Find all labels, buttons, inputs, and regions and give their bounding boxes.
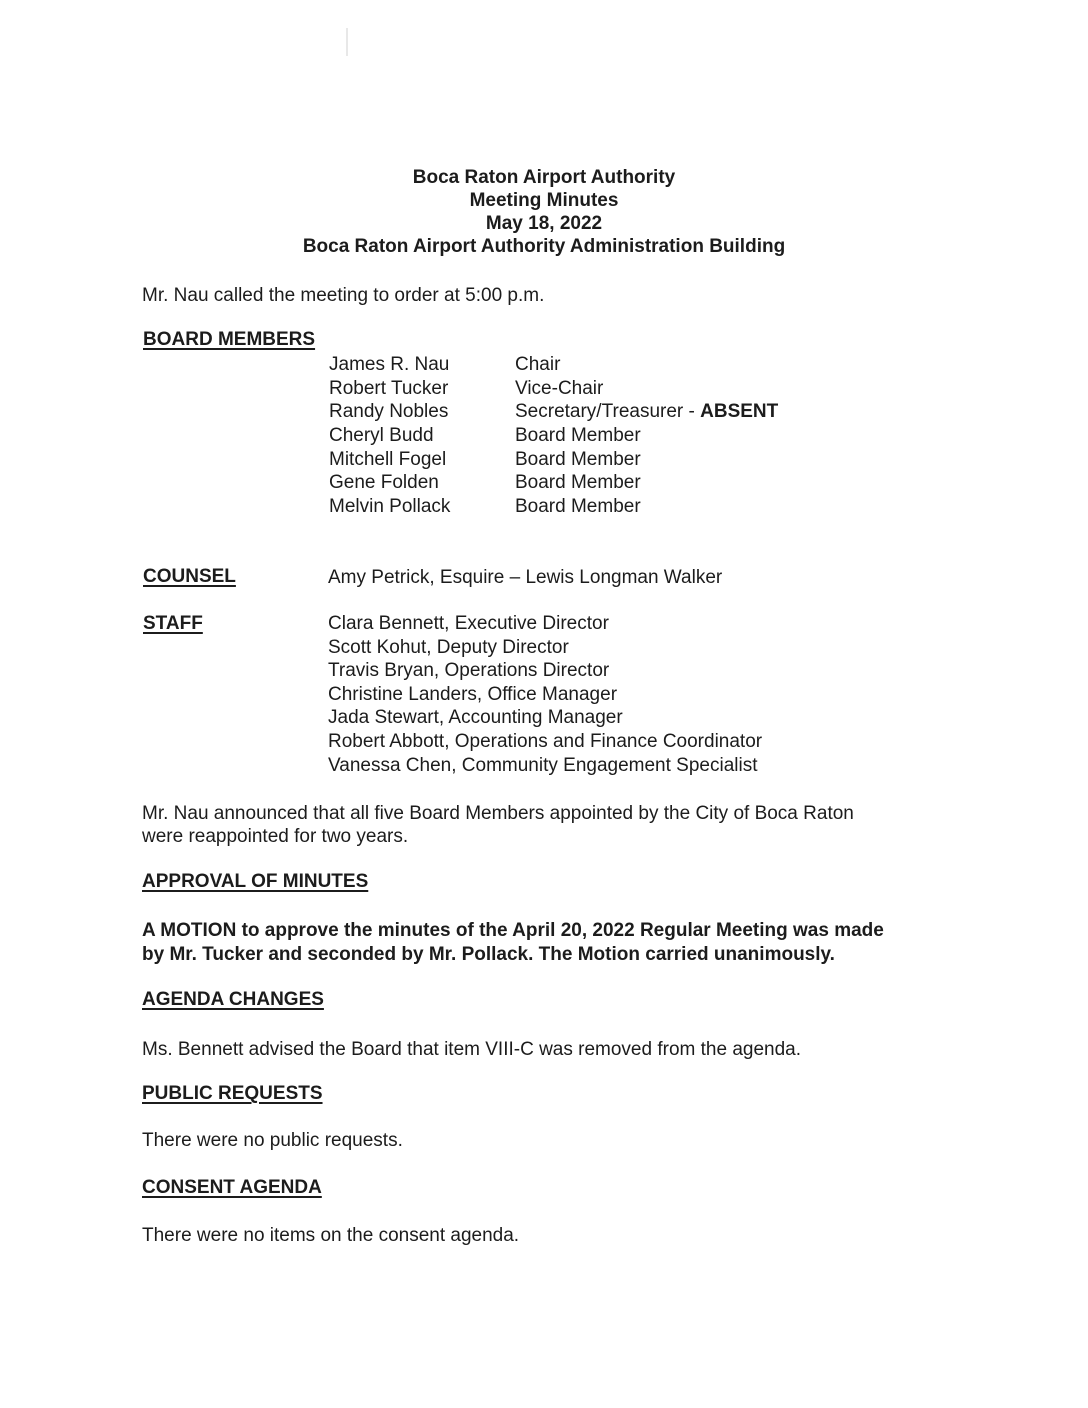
call-to-order: Mr. Nau called the meeting to order at 5:00 p.m. bbox=[142, 285, 545, 306]
public-requests-heading: PUBLIC REQUESTS bbox=[142, 1083, 323, 1104]
board-member-name: Gene Folden bbox=[329, 472, 439, 493]
board-member-role: Board Member bbox=[515, 449, 641, 470]
staff-member: Jada Stewart, Accounting Manager bbox=[328, 707, 623, 728]
staff-member: Robert Abbott, Operations and Finance Coordinator bbox=[328, 731, 763, 752]
board-member-role: Board Member bbox=[515, 496, 641, 517]
board-member-name: Randy Nobles bbox=[329, 401, 449, 422]
staff-member: Clara Bennett, Executive Director bbox=[328, 613, 609, 634]
approval-heading: APPROVAL OF MINUTES bbox=[142, 871, 369, 892]
consent-agenda-heading: CONSENT AGENDA bbox=[142, 1177, 322, 1198]
board-member-name: Robert Tucker bbox=[329, 378, 449, 399]
counsel-text: Amy Petrick, Esquire – Lewis Longman Walker bbox=[328, 567, 723, 588]
announcement-line: were reappointed for two years. bbox=[142, 826, 409, 847]
public-requests-text: There were no public requests. bbox=[142, 1130, 403, 1151]
board-member-name: James R. Nau bbox=[329, 354, 450, 375]
counsel-heading: COUNSEL bbox=[143, 566, 236, 587]
consent-agenda-text: There were no items on the consent agenda. bbox=[142, 1225, 520, 1246]
staff-heading: STAFF bbox=[143, 613, 203, 634]
staff-member: Scott Kohut, Deputy Director bbox=[328, 637, 569, 658]
board-member-name: Cheryl Budd bbox=[329, 425, 434, 446]
staff-member: Travis Bryan, Operations Director bbox=[328, 660, 610, 681]
doc-type: Meeting Minutes bbox=[469, 190, 619, 211]
board-member-role: Vice-Chair bbox=[515, 378, 604, 399]
announcement-line: Mr. Nau announced that all five Board Members appointed by the City of Boca Raton bbox=[142, 803, 854, 824]
staff-member: Vanessa Chen, Community Engagement Specialist bbox=[328, 755, 758, 776]
meeting-date: May 18, 2022 bbox=[485, 213, 603, 234]
board-member-role: Board Member bbox=[515, 425, 641, 446]
meeting-location: Boca Raton Airport Authority Administration Building bbox=[302, 236, 786, 257]
org-title: Boca Raton Airport Authority bbox=[412, 167, 676, 188]
board-member-name: Melvin Pollack bbox=[329, 496, 451, 517]
motion-text: by Mr. Tucker and seconded by Mr. Pollack. The Motion carried unanimously. bbox=[142, 944, 835, 965]
agenda-changes-heading: AGENDA CHANGES bbox=[142, 989, 324, 1010]
absent-label: ABSENT bbox=[700, 401, 779, 422]
scan-artifact bbox=[346, 28, 348, 56]
staff-member: Christine Landers, Office Manager bbox=[328, 684, 618, 705]
board-member-name: Mitchell Fogel bbox=[329, 449, 447, 470]
motion-text: A MOTION to approve the minutes of the April 20, 2022 Regular Meeting was made bbox=[142, 920, 884, 941]
board-member-role: Chair bbox=[515, 354, 561, 375]
board-members-heading: BOARD MEMBERS bbox=[143, 329, 316, 350]
board-member-role: Board Member bbox=[515, 472, 641, 493]
board-member-role: Secretary/Treasurer - ABSENT bbox=[515, 401, 779, 422]
agenda-changes-text: Ms. Bennett advised the Board that item VIII-C was removed from the agenda. bbox=[142, 1039, 801, 1060]
